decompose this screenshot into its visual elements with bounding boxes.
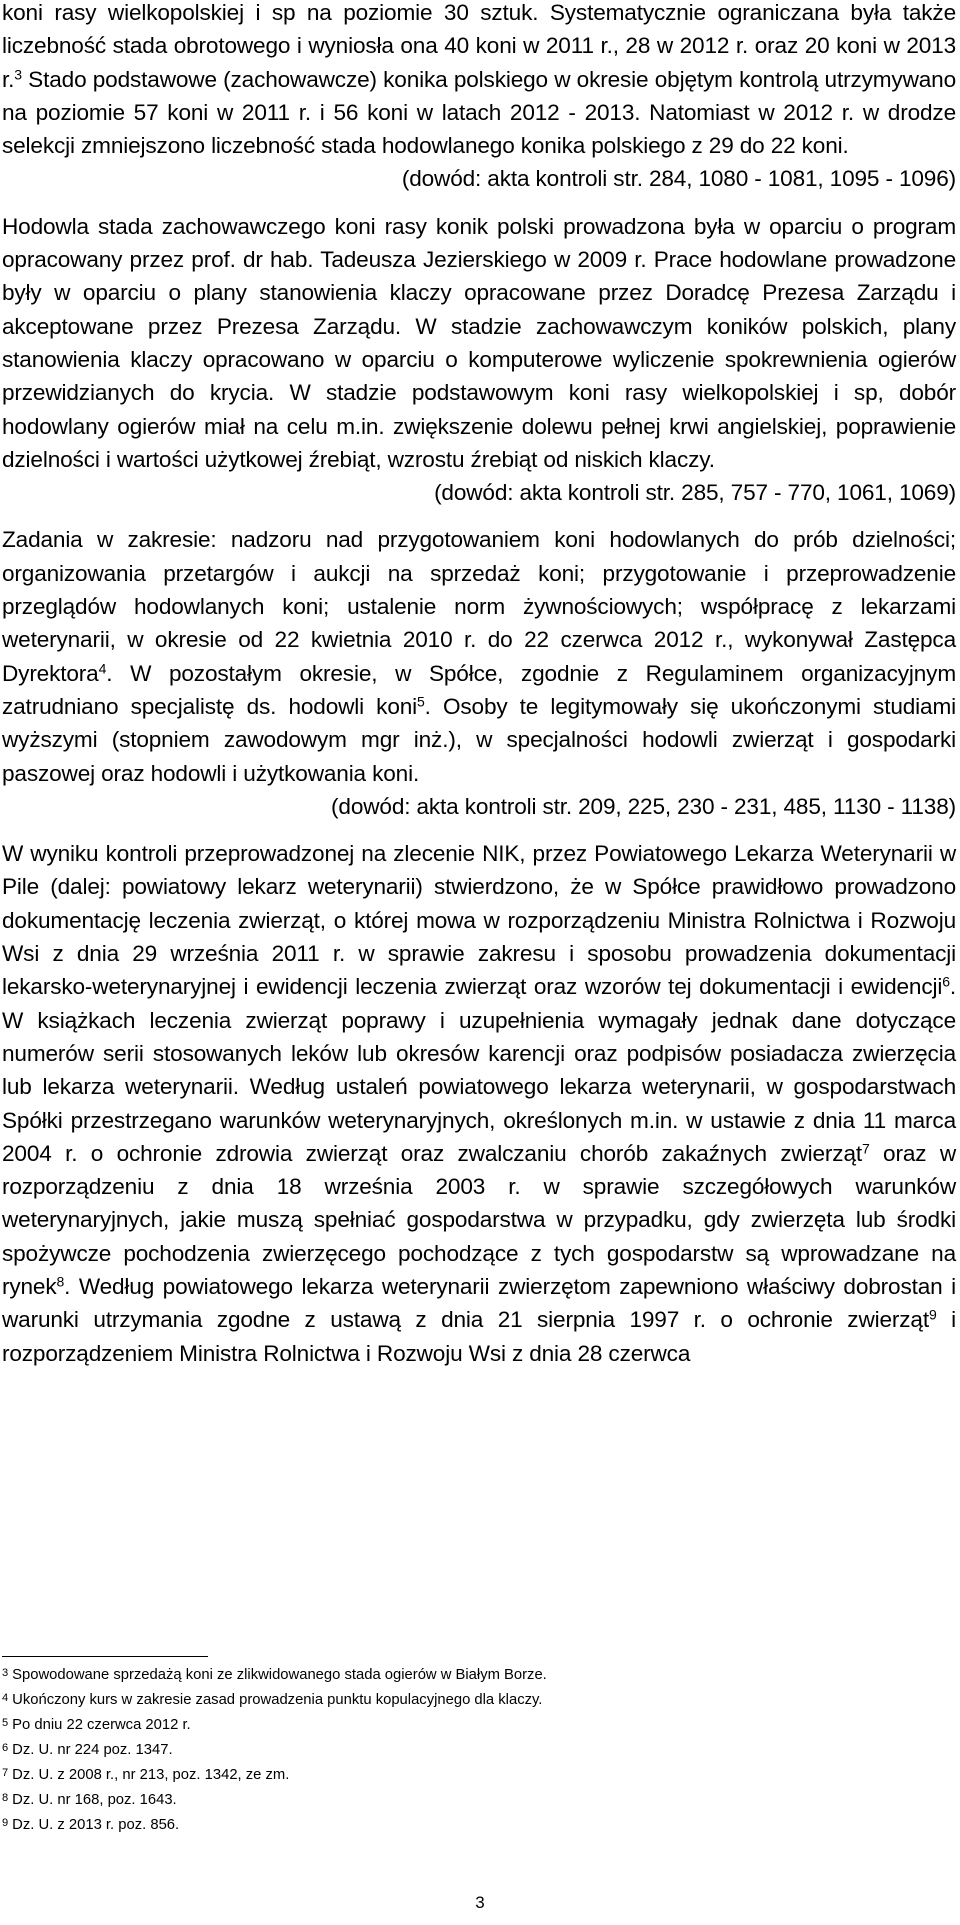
footnote-ref-5[interactable]: 5	[417, 693, 425, 710]
footnote-item: $^5$ Po dniu 22 czerwca 2012 r.	[2, 1716, 191, 1733]
footnote-ref-4[interactable]: 4	[98, 659, 107, 676]
footnote-ref-9[interactable]: 9	[928, 1306, 937, 1323]
footnote-item: $^9$ Dz. U. z 2013 r. poz. 856.	[2, 1816, 180, 1833]
footnote-number: 4	[2, 1691, 9, 1704]
page-number: 3	[475, 1893, 485, 1912]
footnote-item: $^6$ Dz. U. nr 224 poz. 1347.	[2, 1741, 173, 1758]
paragraph-horse-herds: koni rasy wielkopolskiej i sp na poziomie 30 sztuk. Systematycznie ograniczana była także liczebność stada obrotowego i wyniosła ona 40 koni w 2011 r., 28 w 2012 r. oraz 20 koni w 2013 r.$^3$ Stado podstawowe (zachowawcze) konika polskiego w okresie objętym kontrolą utrzymywano na poziomie 57 koni w 2011 r. i 56 koni w latach 2012 - 2013. Natomiast w 2012 r. w drodze selekcji zmniejszono liczebność stada hodowlanego konika polskiego z 29 do 22 koni. (dowód: akta kontroli str. 284, 1080 - 1081, 1095 - 1096)	[2, 0, 956, 196]
paragraph-breeding-staff: Zadania w zakresie: nadzoru nad przygotowaniem koni hodowlanych do prób dzielności; organizowania przetargów i aukcji na sprzedaż koni; przygotowanie i przeprowadzenie przeglądów hodowlanych koni; ustalenie norm żywnościowych; współpracę z lekarzami weterynarii, w okresie od 22 kwietnia 2010 r. do 22 czerwca 2012 r., wykonywał Zastępca Dyrektora$^4$. W pozostałym okresie, w Spółce, zgodnie z Regulaminem organizacyjnym zatrudniano specjalistę ds. hodowli koni$^5$. Osoby te legitymowały się ukończonymi studiami wyższymi (stopniem zawodowym mgr inż.), w specjalności hodowli zwierząt i gospodarki paszowej oraz hodowli i użytkowania koni. (dowód: akta kontroli str. 209, 225, 230 - 231, 485, 1130 - 1138)	[2, 523, 956, 823]
footnote-number: 7	[2, 1766, 9, 1779]
paragraph-veterinary-inspection: W wyniku kontroli przeprowadzonej na zlecenie NIK, przez Powiatowego Lekarza Weterynarii w Pile (dalej: powiatowy lekarz weterynarii) stwierdzono, że w Spółce prawidłowo prowadzono dokumentację leczenia zwierząt, o której mowa w rozporządzeniu Ministra Rolnictwa i Rozwoju Wsi z dnia 29 września 2011 r. w sprawie zakresu i sposobu prowadzenia dokumentacji lekarsko-weterynaryjnej i ewidencji leczenia zwierząt oraz wzorów tej dokumentacji i ewidencji$^6$. W książkach leczenia zwierząt poprawy i uzupełnienia wymagały jednak dane dotyczące numerów serii stosowanych leków lub okresów karencji oraz podpisów posiadacza zwierzęcia lub lekarza weterynarii. Według ustaleń powiatowego lekarza weterynarii, w gospodarstwach Spółki przestrzegano warunków weterynaryjnych, określonych m.in. w ustawie z dnia 11 marca 2004 r. o ochronie zdrowia zwierząt oraz zwalczaniu chorób zakaźnych zwierząt$^7$ oraz w rozporządzeniu z dnia 18 września 2003 r. w sprawie szczegółowych warunków weterynaryjnych, jakie muszą spełniać gospodarstwa w przypadku, gdy zwierzęta lub środki spożywcze pochodzenia zwierzęcego pochodzące z tych gospodarstw są wprowadzane na rynek$^8$. Według powiatowego lekarza weterynarii zwierzętom zapewniono właściwy dobrostan i warunki utrzymania zgodne z ustawą z dnia 21 sierpnia 1997 r. o ochronie zwierząt$^9$ i rozporządzeniem Ministra Rolnictwa i Rozwoju Wsi z dnia 28 czerwca	[2, 841, 957, 1366]
footnote-separator	[2, 1656, 208, 1657]
body-text	[2, 0, 956, 1370]
footnote-ref-6[interactable]: 6	[942, 973, 950, 990]
footnote-number: 6	[2, 1741, 9, 1754]
evidence-reference: (dowód: akta kontroli str. 284, 1080 - 1081, 1095 - 1096)	[401, 166, 956, 192]
footnote-ref-7[interactable]: 7	[862, 1140, 870, 1157]
footnote-number: 8	[2, 1791, 9, 1804]
footnote-number: 9	[2, 1816, 9, 1829]
evidence-reference: (dowód: akta kontroli str. 209, 225, 230 - 231, 485, 1130 - 1138)	[331, 793, 956, 819]
footnote-number: 3	[2, 1666, 9, 1679]
footnote-ref-3[interactable]: 3	[14, 65, 22, 82]
footnote-number: 5	[2, 1716, 9, 1729]
footnote-ref-8[interactable]: 8	[56, 1273, 65, 1290]
footnote-item: $^8$ Dz. U. nr 168, poz. 1643.	[2, 1791, 177, 1808]
footnote-item: $^4$ Ukończony kurs w zakresie zasad prowadzenia punktu kopulacyjnego dla klaczy.	[2, 1691, 543, 1708]
evidence-reference: (dowód: akta kontroli str. 285, 757 - 770, 1061, 1069)	[434, 480, 956, 506]
footnotes	[2, 1663, 942, 1838]
footnote-item: $^7$ Dz. U. z 2008 r., nr 213, poz. 1342, ze zm.	[2, 1766, 290, 1783]
paragraph-breeding-program: Hodowla stada zachowawczego koni rasy konik polski prowadzona była w oparciu o program opracowany przez prof. dr hab. Tadeusza Jezierskiego w 2009 r. Prace hodowlane prowadzone były w oparciu o plany stanowienia klaczy opracowane przez Doradcę Prezesa Zarządu i akceptowane przez Prezesa Zarządu. W stadzie zachowawczym koników polskich, plany stanowienia klaczy opracowano w oparciu o komputerowe wyliczenie spokrewnienia ogierów przewidzianych do krycia. W stadzie podstawowym koni rasy wielkopolskiej i sp, dobór hodowlany ogierów miał na celu m.in. zwiększenie dolewu pełnej krwi angielskiej, poprawienie dzielności i wartości użytkowej źrebiąt, wzrostu źrebiąt od niskich klaczy. (dowód: akta kontroli str. 285, 757 - 770, 1061, 1069)	[2, 210, 956, 510]
footnote-item: $^3$ Spowodowane sprzedażą koni ze zlikwidowanego stada ogierów w Białym Borze.	[2, 1666, 547, 1683]
